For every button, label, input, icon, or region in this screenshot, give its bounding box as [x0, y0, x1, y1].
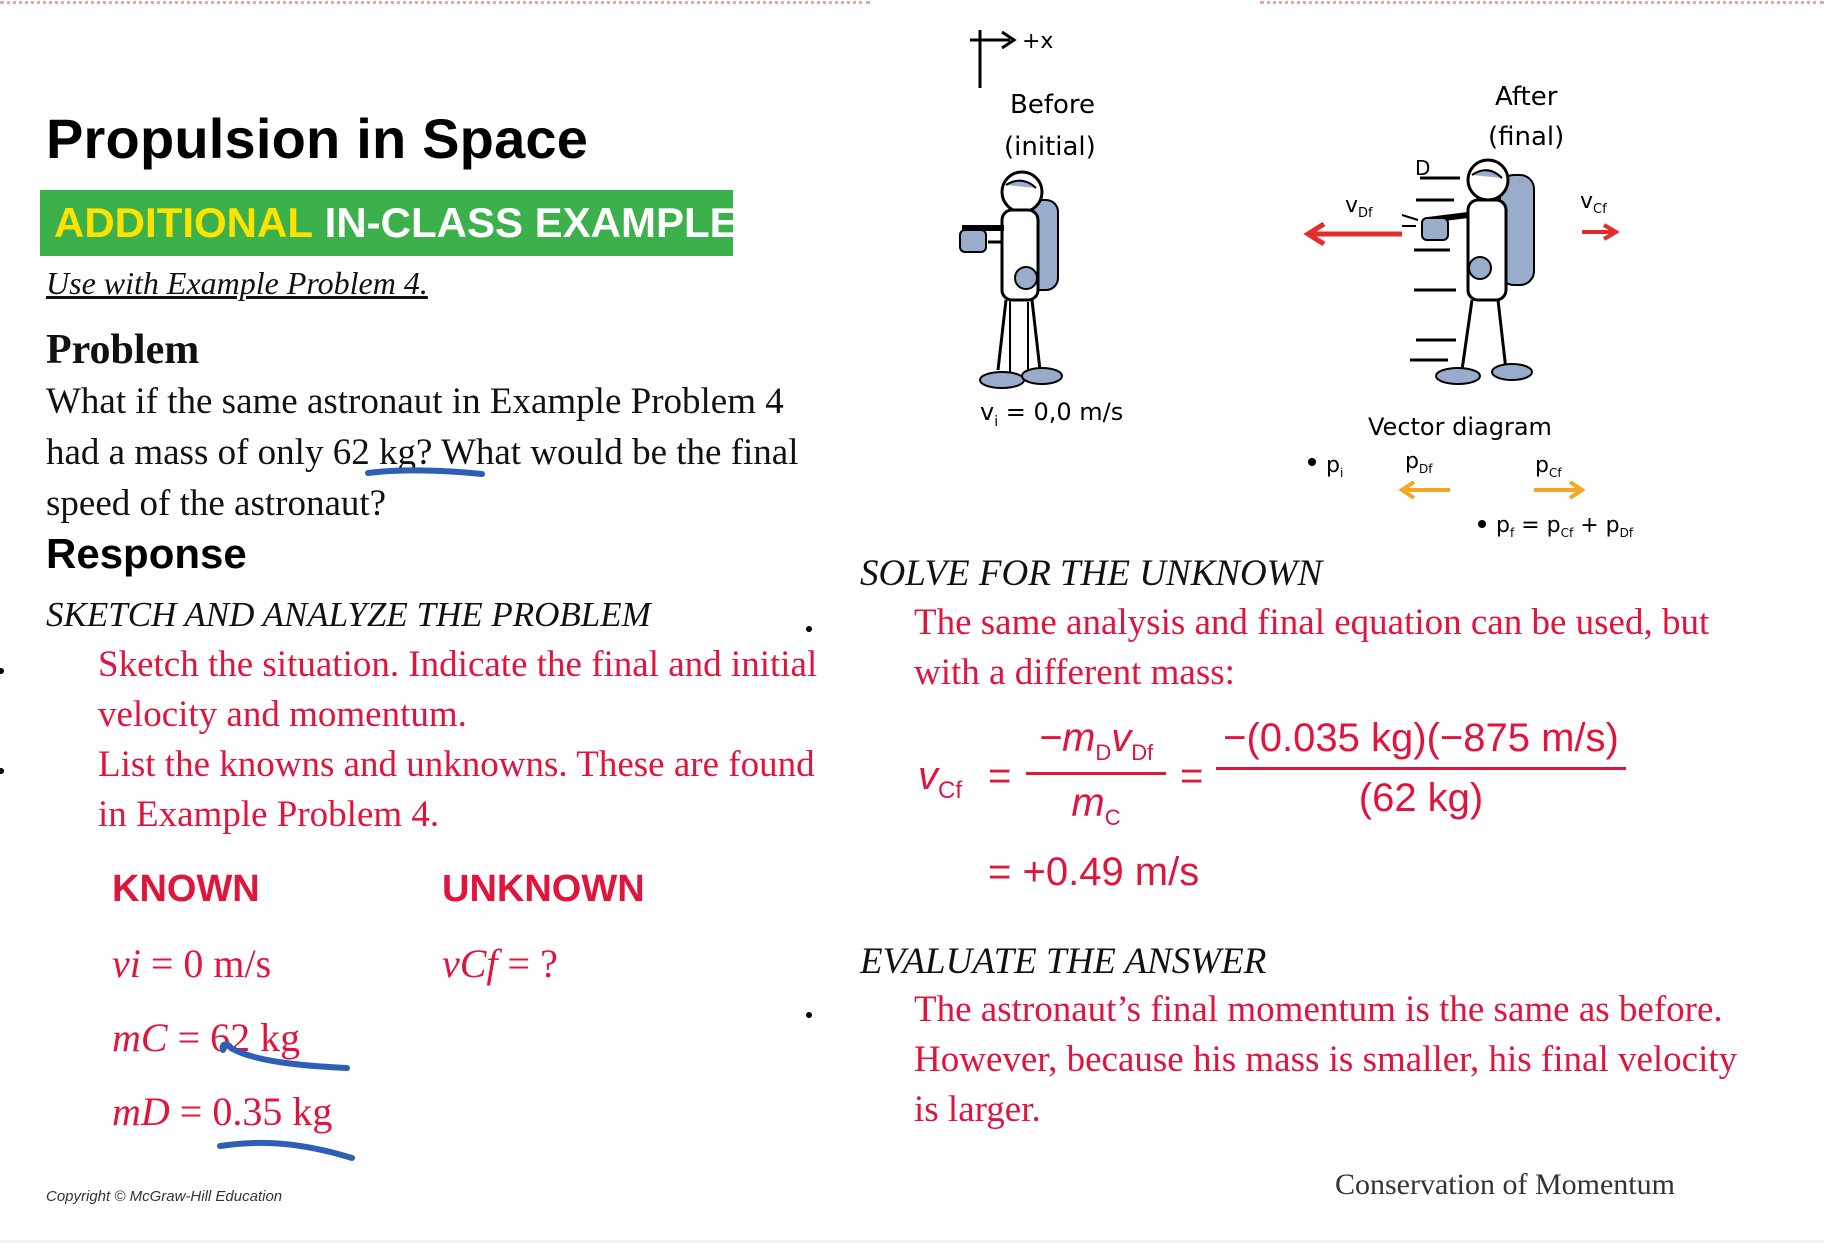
problem-heading: Problem	[46, 327, 200, 373]
sketch-bullet-2: List the knowns and unknowns. These are found in Example Problem 4.	[98, 744, 815, 835]
pcf-label: $p_{Cf}$	[1535, 453, 1562, 480]
unknown-item-vcf: vCf = ?	[442, 941, 558, 986]
banner-part2: IN-CLASS EXAMPLE	[312, 199, 738, 246]
eq-frac1-denominator: $m_C$	[1071, 781, 1121, 830]
ink-underline-62kg	[360, 460, 490, 486]
axis-label: +x	[1022, 29, 1054, 54]
response-heading: Response	[46, 530, 247, 577]
momentum-arrow-dart	[1402, 482, 1450, 498]
top-dotted-border-left	[0, 1, 870, 4]
solve-text: The same analysis and final equation can be used, but with a different mass:	[914, 602, 1710, 693]
pdf-label: $p_{Df}$	[1405, 449, 1433, 476]
footer-topic: Conservation of Momentum	[1335, 1168, 1675, 1201]
sketch-analyze-heading: SKETCH AND ANALYZE THE PROBLEM	[46, 595, 651, 634]
eq-frac2-denominator: (62 kg)	[1358, 776, 1484, 820]
velocity-arrow-dart	[1308, 224, 1402, 244]
unknown-heading: UNKNOWN	[442, 868, 645, 910]
problem-text: What if the same astronaut in Example Problem 4 had a mass of only 62 kg? What would be the final speed of the astronaut?	[46, 381, 799, 524]
momentum-arrow-astronaut	[1534, 482, 1582, 498]
astronaut-before	[960, 172, 1062, 388]
sketch-bullet-1: Sketch the situation. Indicate the final and initial velocity and momentum.	[98, 644, 818, 735]
astronaut-figure	[940, 10, 1700, 550]
vcf-label: $v_{Cf}$	[1580, 189, 1607, 217]
top-dotted-border-right	[1260, 1, 1824, 4]
eq-frac2-numerator: −(0.035 kg)(−875 m/s)	[1223, 716, 1619, 760]
bullet-dot	[0, 768, 4, 774]
solve-heading: SOLVE FOR THE UNKNOWN	[860, 553, 1323, 594]
eq-result: = +0.49 m/s	[988, 850, 1200, 894]
eq-fraction-2	[1216, 716, 1626, 821]
known-item-md: mD = 0.35 kg	[112, 1089, 333, 1134]
pf-equation: $p_f = p_{Cf} + p_{Df}$	[1496, 513, 1634, 540]
known-item-mc: mC = 62 kg	[112, 1015, 301, 1060]
banner-part1: ADDITIONAL	[54, 199, 313, 246]
bullet-dot	[806, 1012, 812, 1018]
pf-dot	[1478, 520, 1486, 528]
eq-frac1-numerator: $-m_Dv_{Df}$	[1038, 716, 1154, 765]
eq-frac1-bar	[1026, 772, 1166, 775]
astronaut-after	[1402, 160, 1534, 384]
known-item-vi: vi = 0 m/s	[112, 941, 272, 986]
use-with-link[interactable]: Use with Example Problem 4.	[46, 265, 428, 301]
eq-frac2-bar	[1216, 767, 1626, 770]
eq-equals-1: =	[988, 754, 1012, 798]
after-label: After	[1495, 82, 1558, 112]
eq-fraction-1	[1026, 716, 1166, 831]
ink-underline-md	[210, 1130, 360, 1166]
vector-diagram-label: Vector diagram	[1368, 413, 1552, 441]
after-sub-label: (final)	[1488, 122, 1565, 152]
known-heading: KNOWN	[112, 868, 260, 910]
bullet-dot	[0, 668, 4, 674]
before-label: Before	[1010, 90, 1096, 120]
initial-velocity-label: $v_i = 0,0$ m/s	[980, 398, 1124, 430]
pi-dot	[1308, 458, 1316, 466]
additional-example-banner	[40, 190, 738, 256]
evaluate-heading: EVALUATE THE ANSWER	[860, 941, 1267, 982]
before-sub-label: (initial)	[1004, 132, 1096, 162]
copyright: Copyright © McGraw-Hill Education	[46, 1188, 283, 1205]
eq-equals-2: =	[1180, 754, 1204, 798]
eq-lhs: $v_{Cf}$	[918, 754, 962, 804]
velocity-arrow-astronaut	[1582, 225, 1616, 239]
axis-indicator	[970, 29, 1053, 88]
slide-title: Propulsion in Space	[46, 107, 589, 170]
ink-underline-mc	[215, 1040, 355, 1080]
dart-label: D	[1415, 156, 1431, 180]
evaluate-text: The astronaut’s final momentum is the same as before. However, because his mass is smaller, his final velocity is larger.	[914, 989, 1738, 1130]
vdf-label: $v_{Df}$	[1345, 193, 1373, 221]
momentum-equation	[918, 714, 1638, 904]
bullet-dot	[806, 626, 812, 632]
pi-label: $p_i$	[1326, 453, 1344, 480]
